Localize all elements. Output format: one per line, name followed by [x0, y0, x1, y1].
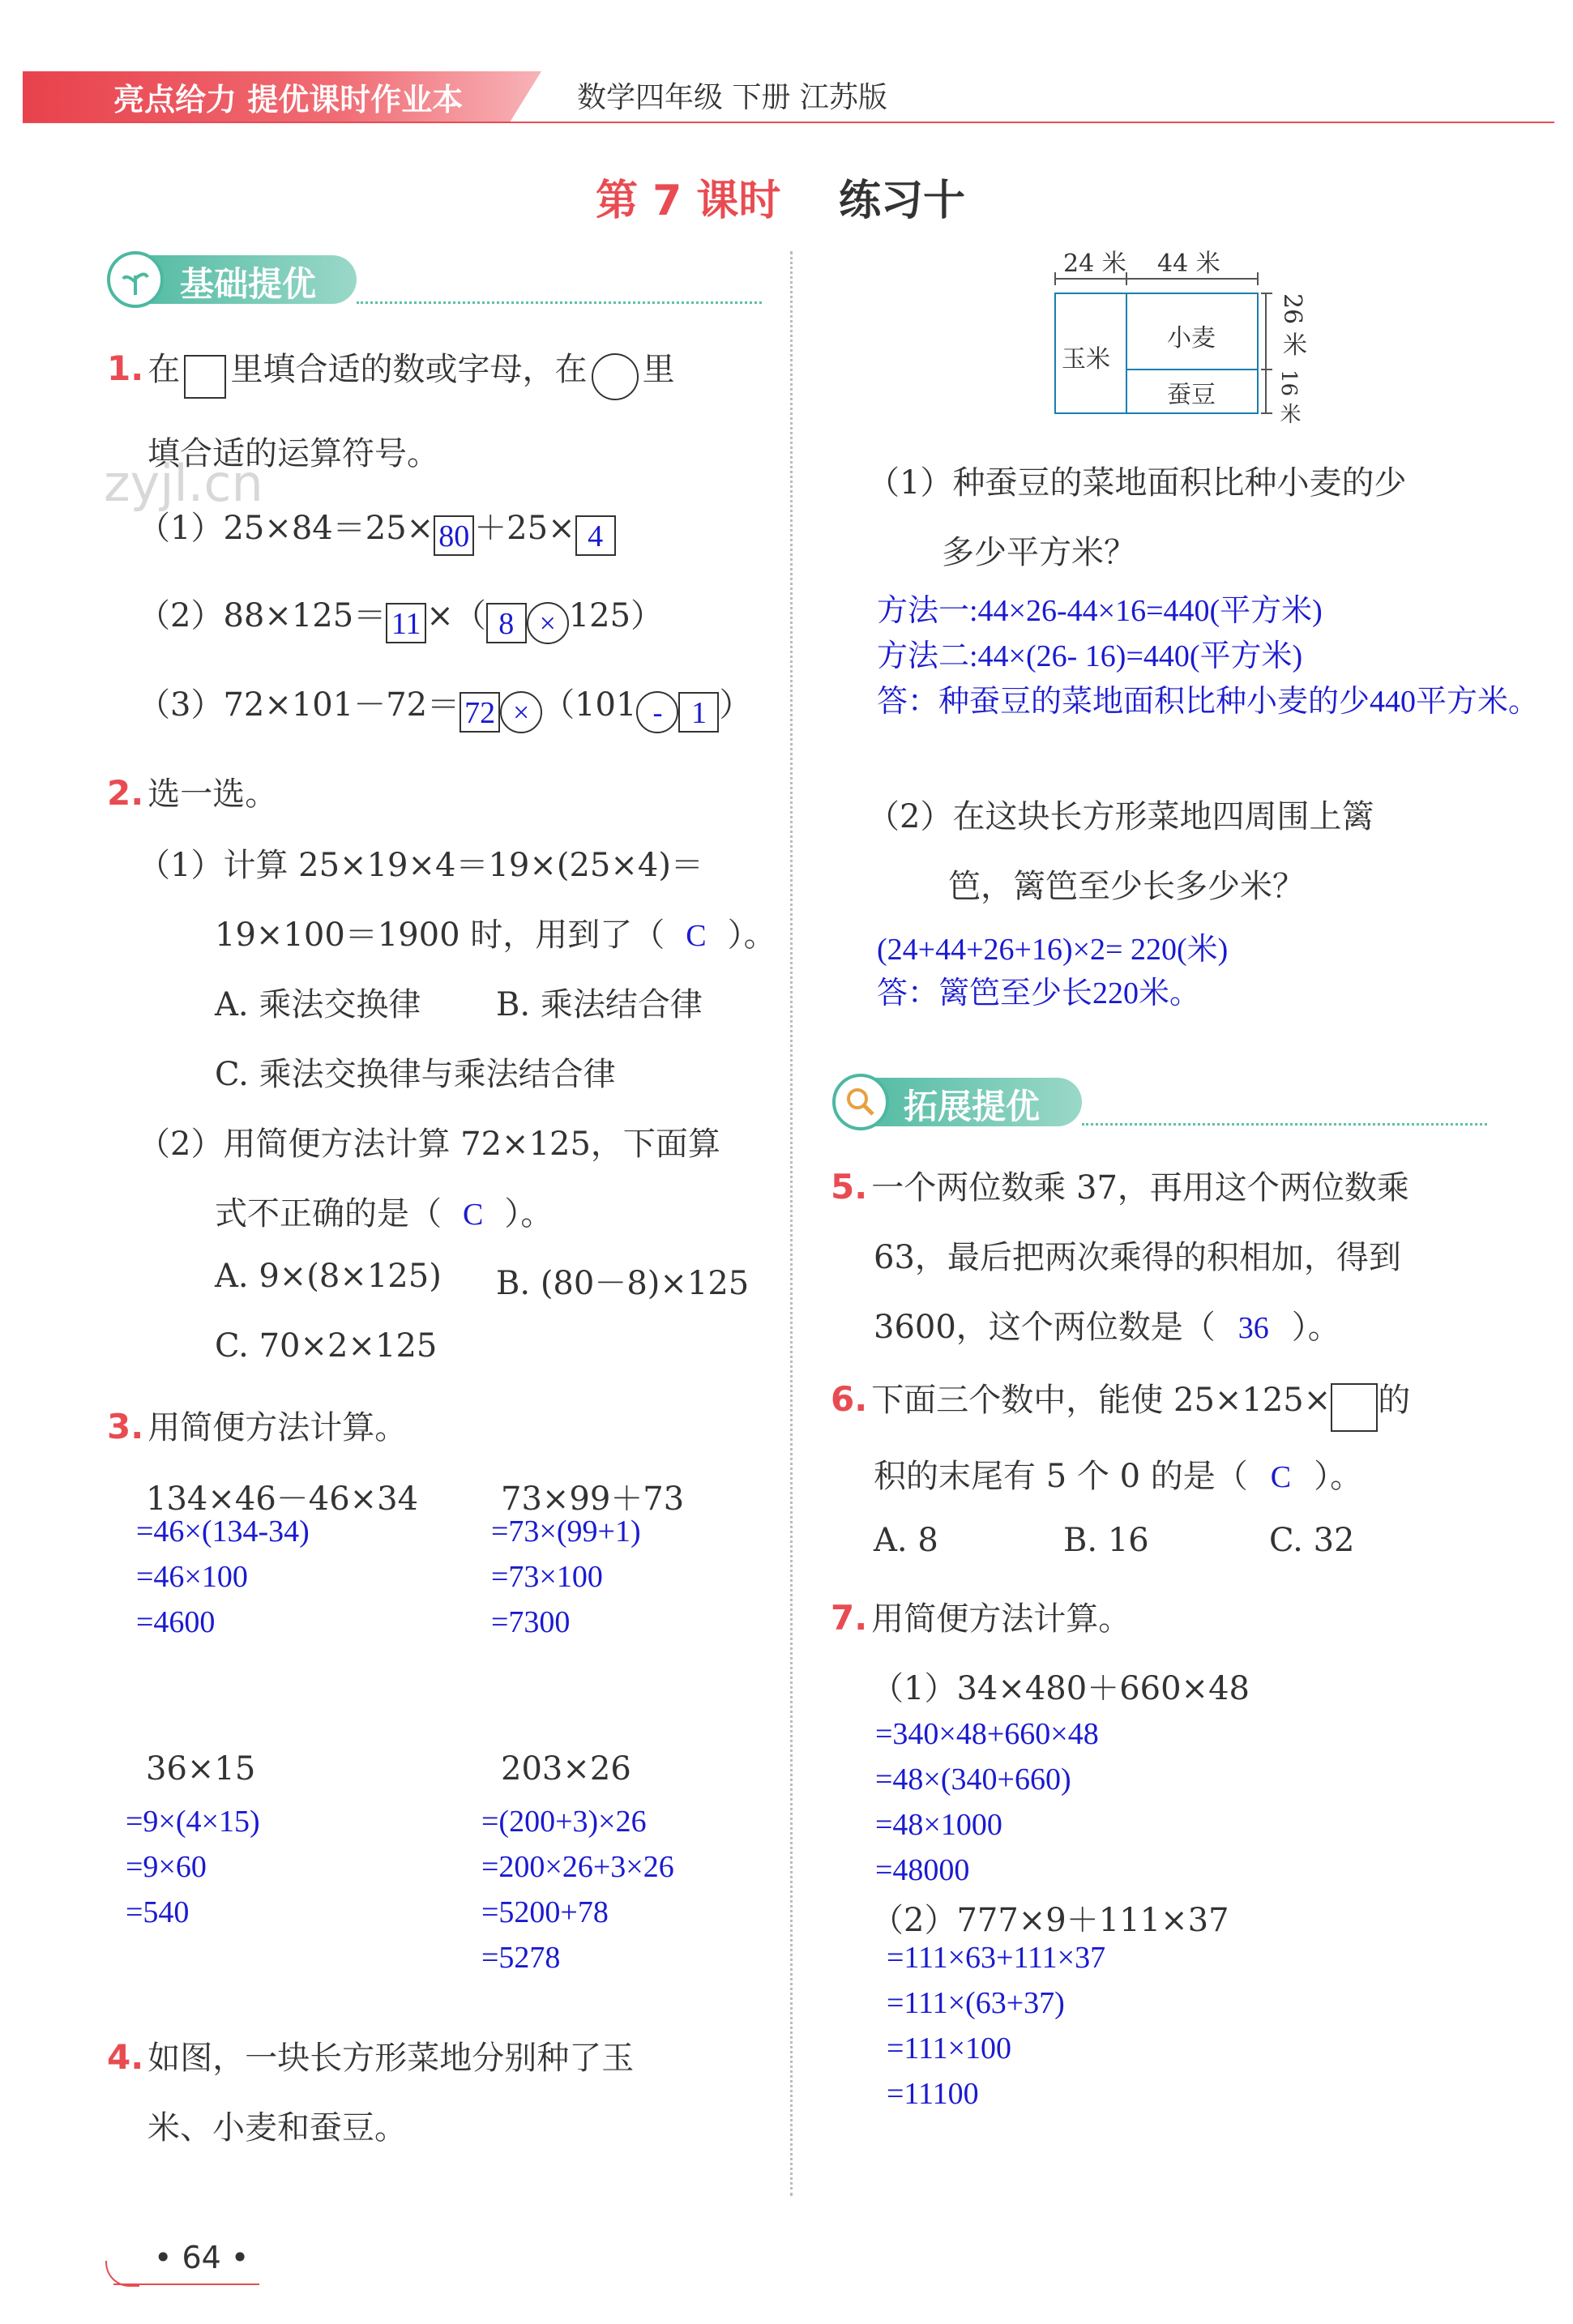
- q6-blank-box[interactable]: [1331, 1383, 1378, 1432]
- q1-p2-text-c: 125）: [568, 597, 664, 634]
- q4-stem-line1: [107, 2032, 634, 2078]
- q3-expr1-step1: =46×(134-34): [136, 1514, 310, 1549]
- q2-s1-line1: （1）计算 25×19×4＝19×(25×4)＝: [138, 847, 703, 884]
- q6-option-c: C. 32: [1269, 1522, 1355, 1559]
- q2-s1-option-b: B. 乘法结合律: [496, 986, 703, 1023]
- q6-line2: [874, 1450, 1362, 1497]
- diagram-label-corn: 玉米: [1062, 345, 1110, 374]
- q1-p1-answer-box2[interactable]: 4: [575, 515, 616, 556]
- q2-s2-option-a: A. 9×(8×125): [215, 1258, 442, 1295]
- q1-p3-answer-box1[interactable]: 72: [460, 692, 500, 733]
- q4-s2-line1: （2）在这块长方形菜地四周围上篱: [867, 798, 1374, 835]
- q1-stem-line2: 填合适的运算符号。: [147, 435, 439, 472]
- q3-expr3: 36×15: [146, 1750, 256, 1788]
- q2-s1-option-c: C. 乘法交换律与乘法结合律: [215, 1056, 616, 1093]
- q2-s2-line2: [215, 1188, 553, 1234]
- q1-p2-text-a: （2）88×125＝: [138, 597, 387, 634]
- q6-text-2b: ）。: [1314, 1458, 1363, 1495]
- q7-stem-text: 用简便方法计算。: [871, 1600, 1131, 1638]
- lesson-number: 第 7 课时: [596, 177, 781, 225]
- q4-s1-line1: （1）种蚕豆的菜地面积比种小麦的少: [867, 464, 1407, 502]
- q4-s2-answer-conclusion: 答：篱笆至少长220米。: [877, 976, 1201, 1010]
- q1-part2: [138, 590, 663, 644]
- q2-s1-answer[interactable]: C: [686, 919, 707, 953]
- q3-expr4-step2: =200×26+3×26: [481, 1850, 674, 1884]
- q7-part2: （2）777×9＋111×37: [871, 1902, 1229, 1939]
- q1-sample-box: [184, 355, 226, 399]
- q7-part1-step3: =48×1000: [875, 1808, 1002, 1842]
- q3-expr2-step1: =73×(99+1): [491, 1514, 641, 1549]
- column-divider: [790, 251, 793, 2196]
- q7-number: 7.: [831, 1598, 868, 1638]
- q1-part1: [138, 502, 616, 556]
- q5-text-3a: 3600，这个两位数是（: [874, 1309, 1216, 1346]
- q1-stem-c: 里: [642, 351, 675, 388]
- q3-expr4-step1: =(200+3)×26: [481, 1805, 647, 1839]
- q7-part2-step3: =111×100: [887, 2031, 1012, 2066]
- q5-line3: [874, 1301, 1340, 1348]
- q1-stem-b: 里填合适的数或字母，在: [230, 351, 588, 388]
- q6-option-b: B. 16: [1063, 1522, 1149, 1559]
- q5-line1: [831, 1162, 1409, 1208]
- q5-number: 5.: [831, 1167, 868, 1207]
- diagram-width-corn: 24 米: [1063, 250, 1126, 278]
- q2-s2-line1: （2）用简便方法计算 72×125，下面算: [138, 1126, 720, 1163]
- q1-part3: [138, 679, 751, 733]
- q4-stem-text: 如图，一块长方形菜地分别种了玉: [147, 2040, 635, 2077]
- q4-stem-line2: 米、小麦和蚕豆。: [147, 2109, 407, 2147]
- q1-p3-text-a: （3）72×101－72＝: [138, 686, 460, 724]
- q4-s1-answer-conclusion: 答：种蚕豆的菜地面积比种小麦的少440平方米。: [877, 685, 1540, 719]
- q3-expr4-step3: =5200+78: [481, 1895, 609, 1929]
- q7-part2-step1: =111×63+111×37: [887, 1941, 1106, 1975]
- diagram-label-bean: 蚕豆: [1167, 381, 1216, 409]
- q1-p3-operator-circle1[interactable]: ×: [500, 691, 542, 733]
- q4-s2-answer-calc: (24+44+26+16)×2= 220(米): [877, 933, 1229, 967]
- watermark: zyjl.cn: [104, 454, 263, 513]
- diagram-height-wheat: 26 米: [1278, 293, 1306, 357]
- q1-p2-text-b: ×（: [426, 597, 486, 634]
- q7-part1-step4: =48000: [875, 1853, 970, 1887]
- q2-s1-option-a: A. 乘法交换律: [215, 986, 421, 1023]
- section-basic-dots: [357, 301, 762, 304]
- q1-p3-operator-circle2[interactable]: -: [636, 691, 678, 733]
- diagram-height-bean: 16 米: [1276, 370, 1301, 425]
- page-number-underline: [113, 2283, 259, 2285]
- section-extend-dots: [1082, 1123, 1487, 1126]
- q7-part2-step4: =11100: [887, 2077, 979, 2111]
- q1-sample-circle: [592, 353, 639, 400]
- q6-option-a: A. 8: [874, 1522, 938, 1559]
- q3-expr1-step2: =46×100: [136, 1560, 248, 1594]
- q1-stem-line1: [107, 344, 675, 400]
- q4-s2-line2: 笆，篱笆至少长多少米？: [948, 868, 1305, 905]
- header-brand: 亮点给力 提优课时作业本: [113, 82, 464, 117]
- q6-text-1b: 的: [1378, 1382, 1411, 1419]
- q1-p1-answer-box1[interactable]: 80: [434, 515, 474, 556]
- q3-expr3-step1: =9×(4×15): [126, 1805, 260, 1839]
- diagram-label-wheat: 小麦: [1167, 324, 1216, 352]
- q3-expr1-step3: =4600: [136, 1605, 216, 1639]
- q7-part1-step2: =48×(340+660): [875, 1762, 1071, 1796]
- q1-p3-answer-box2[interactable]: 1: [678, 692, 719, 733]
- q3-expr2-step3: =7300: [491, 1605, 571, 1639]
- diagram-width-wheat: 44 米: [1157, 250, 1220, 278]
- q2-stem: [107, 768, 277, 814]
- q2-s2-text-a: 式不正确的是（: [215, 1195, 442, 1232]
- q1-p3-text-c: ）: [719, 686, 752, 724]
- q6-answer[interactable]: C: [1270, 1460, 1292, 1494]
- q2-s2-option-b: B. (80－8)×125: [496, 1265, 750, 1302]
- q3-stem: [107, 1402, 407, 1448]
- q3-expr4: 203×26: [501, 1750, 631, 1788]
- q3-number: 3.: [107, 1407, 144, 1446]
- q2-s2-answer[interactable]: C: [463, 1198, 484, 1232]
- q4-s1-line2: 多少平方米？: [942, 534, 1136, 571]
- header-book-info: 数学四年级 下册 江苏版: [577, 81, 887, 114]
- q1-number: 1.: [107, 348, 144, 388]
- q6-number: 6.: [831, 1379, 868, 1419]
- header-divider: [23, 122, 1554, 123]
- q4-s1-answer-method2: 方法二:44×(26- 16)=440(平方米): [877, 639, 1303, 673]
- q2-s1-text-b: ）。: [727, 916, 776, 954]
- q3-expr3-step3: =540: [126, 1895, 190, 1929]
- q2-s2-text-b: ）。: [504, 1195, 554, 1232]
- q7-stem: [831, 1593, 1131, 1639]
- q3-expr2: 73×99＋73: [501, 1480, 685, 1518]
- q4-number: 4.: [107, 2037, 144, 2077]
- page-number: • 64 •: [154, 2240, 250, 2275]
- q5-text-3b: ）。: [1291, 1309, 1340, 1346]
- magnifier-icon: [832, 1074, 889, 1130]
- q7-part1-step1: =340×48+660×48: [875, 1717, 1099, 1751]
- q4-s1-answer-method1: 方法一:44×26-44×16=440(平方米): [877, 594, 1323, 628]
- q1-p2-operator-circle[interactable]: ×: [527, 602, 569, 644]
- q2-s1-text-a: 19×100＝1900 时，用到了（: [215, 916, 665, 954]
- q5-line2: 63，最后把两次乘得的积相加，得到: [874, 1239, 1401, 1276]
- q1-p2-answer-box2[interactable]: 8: [486, 603, 527, 643]
- q1-p1-text-b: ＋25×: [474, 510, 575, 547]
- q7-part1: （1）34×480＋660×48: [871, 1670, 1250, 1707]
- q1-stem-a: 在: [147, 351, 181, 388]
- q3-stem-text: 用简便方法计算。: [147, 1409, 408, 1446]
- q1-p1-text-a: （1）25×84＝25×: [138, 510, 434, 547]
- section-extend-label: 拓展提优: [904, 1087, 1041, 1126]
- q6-text-2a: 积的末尾有 5 个 0 的是（: [874, 1458, 1248, 1495]
- field-diagram: [1045, 240, 1305, 426]
- q2-s2-option-c: C. 70×2×125: [215, 1327, 438, 1365]
- q3-expr1: 134×46－46×34: [146, 1480, 419, 1518]
- q5-text-1: 一个两位数乘 37，再用这个两位数乘: [871, 1169, 1409, 1207]
- q5-answer[interactable]: 36: [1237, 1311, 1269, 1345]
- q6-text-1a: 下面三个数中，能使 25×125×: [871, 1382, 1331, 1419]
- q6-line1: [831, 1374, 1410, 1432]
- q7-part2-step2: =111×(63+37): [887, 1986, 1065, 2020]
- q1-p2-answer-box1[interactable]: 11: [386, 603, 426, 643]
- q2-stem-text: 选一选。: [147, 775, 278, 813]
- q2-s1-line2: [215, 909, 776, 955]
- plant-icon: [107, 251, 164, 308]
- q2-number: 2.: [107, 773, 144, 813]
- section-basic-label: 基础提优: [180, 264, 317, 304]
- lesson-topic: 练习十: [839, 177, 966, 225]
- q3-expr2-step2: =73×100: [491, 1560, 603, 1594]
- q3-expr4-step4: =5278: [481, 1941, 561, 1975]
- q1-p3-text-b: （101: [542, 686, 637, 724]
- q3-expr3-step2: =9×60: [126, 1850, 207, 1884]
